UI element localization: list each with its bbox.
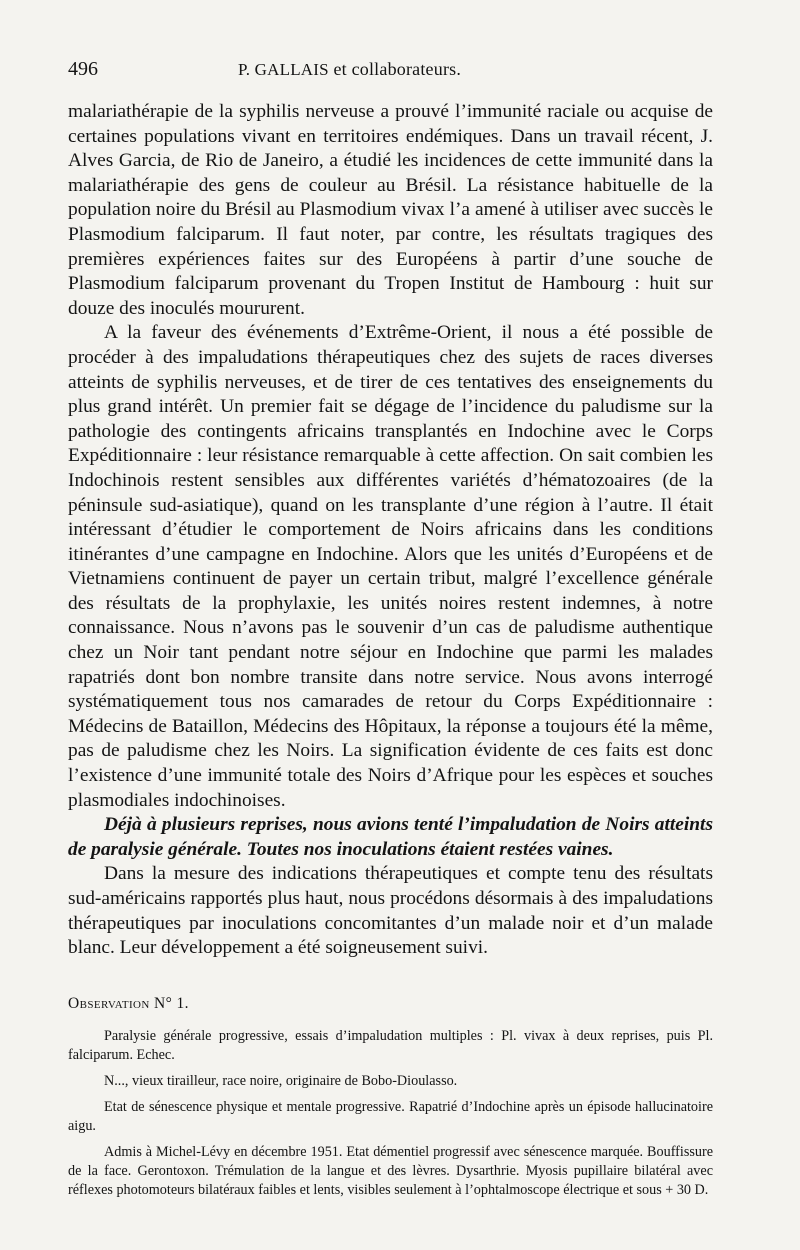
page (68, 58, 713, 1200)
main-text (68, 100, 713, 961)
observation-text (68, 1027, 713, 1200)
paragraph-1: malariathérapie de la syphilis nerveuse a prouvé l’immunité raciale ou acquise de certaines populations vivant en territoires endémiques. Dans un travail récent, J. Alves Garcia, de Rio de Janeiro, a étudié les incidences de cette immunité dans la malariathérapie des gens de couleur au Brésil. La résistance habituelle de la population noire du Brésil au Plasmodium vivax l’a amené à utiliser avec succès le Plasmodium falciparum. Il faut noter, par contre, les résultats tragiques des premières expériences faites sur des Européens à partir d’une souche de Plasmodium falciparum provenant du Tropen Institut de Hambourg : huit sur douze des inoculés moururent. (68, 101, 713, 319)
running-header (68, 58, 713, 96)
running-title (238, 59, 461, 80)
observation-number: N° 1. (149, 994, 189, 1012)
running-title-rest: et collaborateurs. (328, 59, 462, 79)
paragraph-4: Dans la mesure des indications thérapeutiques et compte tenu des résultats sud-américains rapportés plus haut, nous procédons désormais à des impaludations thérapeutiques par inoculations concomitantes d’un malade noir et d’un malade blanc. Leur développement a été soigneusement suivi. (68, 863, 713, 959)
observation-history: Etat de sénescence physique et mentale progressive. Rapatrié d’Indochine après un épisode hallucinatoire aigu. (68, 1098, 713, 1134)
running-title-author: P. GALLAIS (238, 60, 329, 79)
paragraph-2: A la faveur des événements d’Extrême-Orient, il nous a été possible de procéder à des impaludations thérapeutiques chez des sujets de races diverses atteints de syphilis nerveuses, et de tirer de ces tentatives des enseignements du plus grand intérêt. Un premier fait se dégage de l’incidence du paludisme sur la pathologie des contingents africains transplantés en Indochine avec le Corps Expéditionnaire : leur résistance remarquable à cette affection. On sait combien les Indochinois restent sensibles aux différentes variétés d’hématozoaires (de la péninsule sud-asiatique), quand on les transplante d’une région à l’autre. Il était intéressant d’étudier le comportement de Noirs africains dans les conditions itinérantes d’une campagne en Indochine. Alors que les unités d’Européens et de Vietnamiens continuent de payer un certain tribut, malgré l’excellence générale des résultats de la prophylaxie, les unités noires restent indemnes, à notre connaissance. Nous n’avons pas le souvenir d’un cas de paludisme authentique chez un Noir tant pendant notre séjour en Indochine que parmi les malades rapatriés dont bon nombre transite dans notre service. Nous avons interrogé systématiquement tous nos camarades de retour du Corps Expéditionnaire : Médecins de Bataillon, Médecins des Hôpitaux, la réponse a toujours été la même, pas de paludisme chez les Noirs. La signification évidente de ces faits est donc l’existence d’une immunité totale des Noirs d’Afrique pour les espèces et souches plasmodiales indochinoises. (68, 322, 713, 811)
observation-summary: Paralysie générale progressive, essais d’impaludation multiples : Pl. vivax à deux reprises, puis Pl. falciparum. Echec. (68, 1027, 713, 1063)
section-gap (68, 961, 713, 995)
paragraph-3-italic: Déjà à plusieurs reprises, nous avions tenté l’impaludation de Noirs atteints de paralysie générale. Toutes nos inoculations étaient restées vaines. (68, 814, 713, 860)
observation-label: Observation (68, 994, 150, 1012)
page-number: 496 (68, 58, 98, 80)
observation-admission: Admis à Michel-Lévy en décembre 1951. Etat démentiel progressif avec sénescence marquée. Bouffissure de la face. Gerontoxon. Trémulation de la langue et des lèvres. Dysarthrie. Myosis pupillaire bilatéral avec réflexes photomoteurs bilatéraux faibles et lents, visibles seulement à l’ophtalmoscope électrique et sous + 30 D. (68, 1143, 713, 1198)
observation-patient: N..., vieux tirailleur, race noire, originaire de Bobo-Dioulasso. (104, 1072, 458, 1089)
observation-heading (68, 995, 713, 1013)
